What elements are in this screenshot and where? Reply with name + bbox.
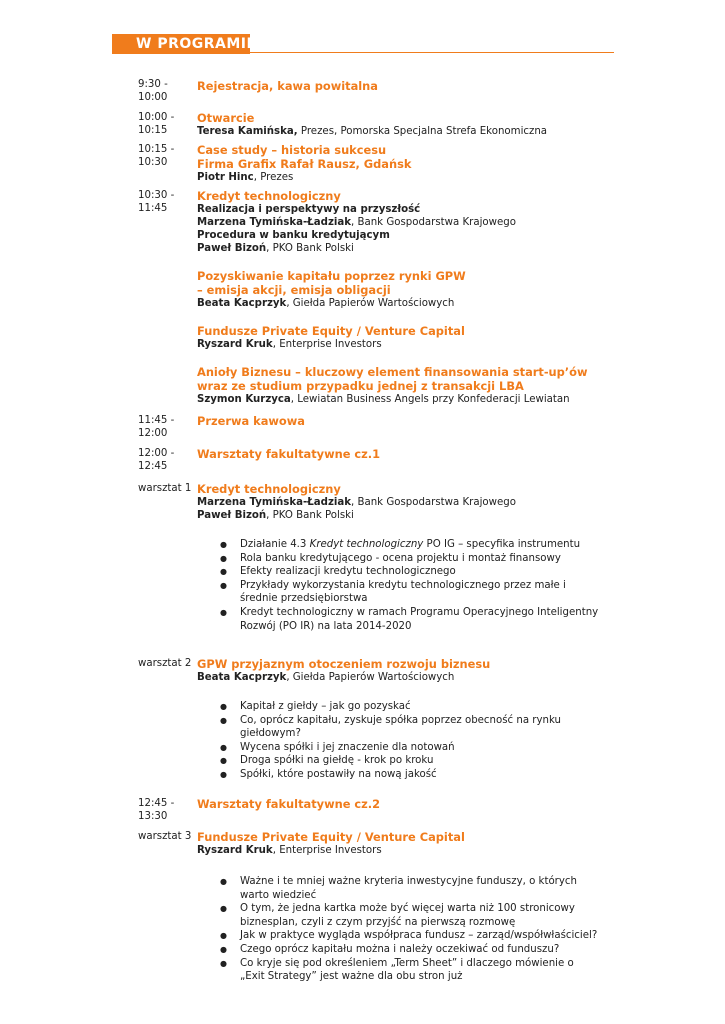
speaker-line <box>197 496 617 509</box>
workshop-content <box>197 657 617 684</box>
speaker-name: Beata Kacprzyk <box>197 672 287 683</box>
speaker-line <box>197 216 617 229</box>
speaker-name: Ryszard Kruk <box>197 845 273 856</box>
speaker-line <box>197 242 617 255</box>
agenda-title: Kredyt technologiczny <box>197 189 341 203</box>
speaker-affiliation: , Giełda Papierów Wartościowych <box>286 298 455 309</box>
header-divider <box>112 52 614 53</box>
agenda-title: Case study – historia sukcesu <box>197 143 387 157</box>
list-item: ● Spółki, które postawiły na nową jakość <box>220 768 600 782</box>
speaker-affiliation: , Prezes <box>253 172 294 183</box>
speaker-name: Ryszard Kruk <box>197 339 273 350</box>
speaker-name: Beata Kacprzyk <box>197 298 287 309</box>
session-title-gpw-cont: – emisja akcji, emisja obligacji <box>197 283 391 297</box>
list-item: ● Efekty realizacji kredytu technologicznego <box>220 565 600 579</box>
speaker-line <box>197 171 617 184</box>
speaker-name: Marzena Tymińska-Ładziak <box>197 217 352 228</box>
workshop-content <box>197 482 617 522</box>
workshop-1-topics <box>220 538 600 633</box>
workshop-2-topics <box>220 700 600 782</box>
list-item: ● Przykłady wykorzystania kredytu technologicznego przez małe i średnie przedsiębiorstwa <box>220 579 600 606</box>
agenda-content <box>197 189 617 406</box>
workshop-title: GPW przyjaznym otoczeniem rozwoju biznesu <box>197 657 491 671</box>
speaker-affiliation: , Enterprise Investors <box>272 845 382 856</box>
speaker-affiliation: , Bank Gospodarstwa Krajowego <box>351 497 516 508</box>
agenda-time: 11:45 - 12:00 <box>138 415 175 439</box>
list-item: ● Kapitał z giełdy – jak go pozyskać <box>220 700 600 714</box>
speaker-line <box>197 844 617 857</box>
list-item: ● Czego oprócz kapitału można i należy oczekiwać od funduszu? <box>220 943 600 957</box>
agenda-title: Rejestracja, kawa powitalna <box>197 79 378 93</box>
speaker-line <box>197 338 617 351</box>
list-item: ● Droga spółki na giełdę - krok po kroku <box>220 754 600 768</box>
speaker-affiliation: , Enterprise Investors <box>272 339 382 350</box>
list-item: ● Co, oprócz kapitału, zyskuje spółka poprzez obecność na rynku giełdowym? <box>220 714 600 741</box>
list-item: ● Wycena spółki i jej znaczenie dla notowań <box>220 741 600 755</box>
agenda-title: Warsztaty fakultatywne cz.1 <box>197 447 381 461</box>
agenda-time: 9:30 - 10:00 <box>138 79 168 103</box>
agenda-time: 10:00 - 10:15 <box>138 112 175 136</box>
agenda-content <box>197 143 617 184</box>
speaker-name: Paweł Bizoń <box>197 510 267 521</box>
workshop-3-topics <box>220 875 600 984</box>
session-subtitle: Realizacja i perspektywy na przyszłość <box>197 204 421 215</box>
agenda-time: 10:30 - 11:45 <box>138 190 175 214</box>
page-title: W PROGRAMIE <box>136 36 257 52</box>
speaker-affiliation: , PKO Bank Polski <box>266 510 354 521</box>
agenda-time: 10:15 - 10:30 <box>138 144 175 168</box>
list-item: ● Rola banku kredytującego - ocena projektu i montaż finansowy <box>220 552 600 566</box>
speaker-name: Piotr Hinc <box>197 172 254 183</box>
speaker-affiliation: , Lewiatan Business Angels przy Konfederacji Lewiatan <box>290 394 570 405</box>
agenda-title: Przerwa kawowa <box>197 414 305 428</box>
speaker-line <box>197 671 617 684</box>
list-item: ● Jak w praktyce wygląda współpraca fundusz – zarząd/współwłaściciel? <box>220 929 600 943</box>
speaker-name: Marzena Tymińska-Ładziak <box>197 497 352 508</box>
session-title-angels-cont: wraz ze studium przypadku jednej z transakcji LBA <box>197 379 524 393</box>
speaker-line <box>197 509 617 522</box>
topic-text: Działanie 4.3 <box>240 539 310 550</box>
speaker-line <box>197 125 617 138</box>
session-title-gpw: Pozyskiwanie kapitału poprzez rynki GPW <box>197 269 466 283</box>
list-item: ● Kredyt technologiczny w ramach Programu Operacyjnego Inteligentny Rozwój (PO IR) na lata 2014-2020 <box>220 606 600 633</box>
list-item: ● O tym, że jedna kartka może być więcej warta niż 100 stronicowy biznesplan, czyli z czym przyjść na pierwszą rozmowę <box>220 902 600 929</box>
agenda-content <box>197 111 617 138</box>
speaker-affiliation: Prezes, Pomorska Specjalna Strefa Ekonomiczna <box>297 126 548 137</box>
workshop-label: warsztat 2 <box>138 658 192 669</box>
workshop-label: warsztat 1 <box>138 483 192 494</box>
agenda-title: Otwarcie <box>197 111 255 125</box>
speaker-name: Szymon Kurzyca <box>197 394 291 405</box>
agenda-time: 12:00 - 12:45 <box>138 448 175 472</box>
speaker-line <box>197 393 617 406</box>
list-item: ● Ważne i te mniej ważne kryteria inwestycyjne funduszy, o których warto wiedzieć <box>220 875 600 902</box>
agenda-title: Warsztaty fakultatywne cz.2 <box>197 797 381 811</box>
topic-text: PO IG – specyfika instrumentu <box>423 539 581 550</box>
list-item: ● Co kryje się pod określeniem „Term Sheet” i dlaczego mówienie o „Exit Strategy” jest ważne dla obu stron już <box>220 957 600 984</box>
workshop-content <box>197 830 617 857</box>
speaker-affiliation: , Bank Gospodarstwa Krajowego <box>351 217 516 228</box>
workshop-title: Fundusze Private Equity / Venture Capital <box>197 830 465 844</box>
agenda-subtitle: Firma Grafix Rafał Rausz, Gdańsk <box>197 157 412 171</box>
speaker-affiliation: , Giełda Papierów Wartościowych <box>286 672 455 683</box>
speaker-name: Teresa Kamińska, <box>197 126 298 137</box>
session-title-pe: Fundusze Private Equity / Venture Capital <box>197 324 465 338</box>
speaker-line <box>197 297 617 310</box>
workshop-label: warsztat 3 <box>138 831 192 842</box>
agenda-time: 12:45 - 13:30 <box>138 798 175 822</box>
session-subtitle: Procedura w banku kredytującym <box>197 230 390 241</box>
session-title-angels: Anioły Biznesu – kluczowy element finansowania start-up’ów <box>197 365 588 379</box>
list-item <box>220 538 600 552</box>
speaker-affiliation: , PKO Bank Polski <box>266 243 354 254</box>
topic-text-italic: Kredyt technologiczny <box>309 539 424 550</box>
speaker-name: Paweł Bizoń <box>197 243 267 254</box>
workshop-title: Kredyt technologiczny <box>197 482 341 496</box>
